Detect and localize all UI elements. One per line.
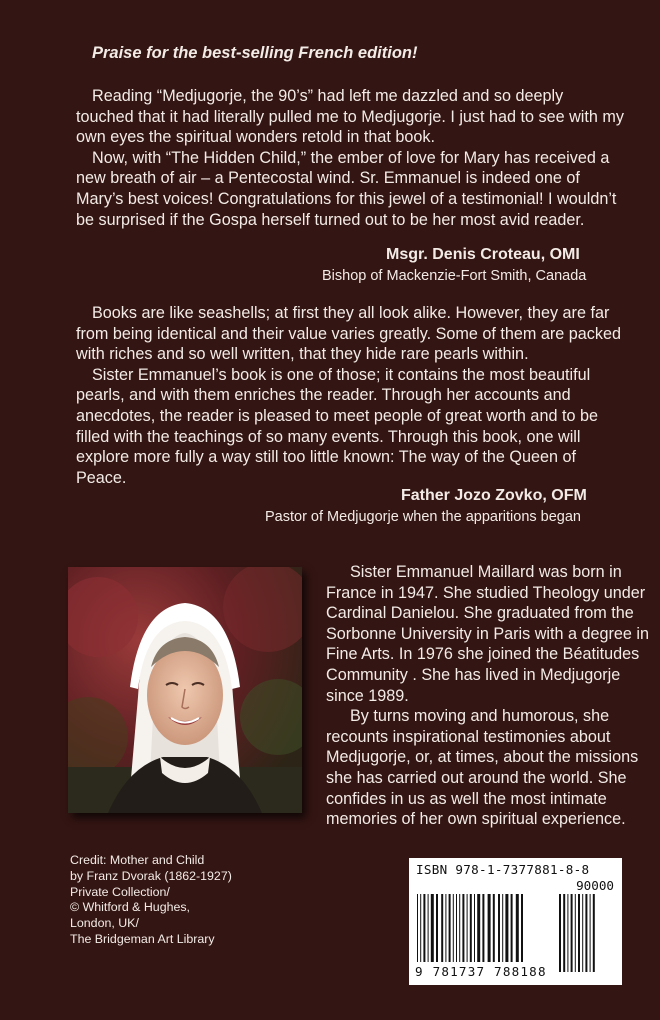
barcode-number: 9 781737 788188 [415, 964, 547, 979]
cover-art-credit [70, 853, 232, 948]
barcode-bar [578, 894, 580, 972]
praise2-paragraph-1: Books are like seashells; at first they all look alike. However, they are far from being identical and their value varies greatly. Some of them are packed with riches and so well written, that they hide rare pearls within. [76, 304, 621, 364]
barcode-bar [436, 894, 438, 962]
barcode-bar [488, 894, 491, 962]
barcode-bar [593, 894, 595, 972]
barcode-bar [462, 894, 464, 962]
barcode-bar [456, 894, 457, 962]
author-bio [326, 562, 650, 830]
praise1-author-title: Bishop of Mackenzie-Fort Smith, Canada [322, 268, 587, 284]
credit-line-5: London, UK/ [70, 916, 139, 931]
barcode-bar [453, 894, 454, 962]
barcode-bar [441, 894, 443, 962]
barcode-bar [502, 894, 503, 962]
barcode-bar [470, 894, 472, 962]
barcode-bar [493, 894, 495, 962]
praise2-author-title: Pastor of Medjugorje when the apparitions began [265, 509, 581, 525]
barcode-bar [498, 894, 500, 962]
barcode-bar [423, 894, 425, 962]
barcode-bar [505, 894, 508, 962]
barcode-bar [582, 894, 583, 972]
praise2-author: Father Jozo Zovko, OFM [401, 487, 587, 504]
credit-line-2: by Franz Dvorak (1862-1927) [70, 868, 232, 883]
barcode-bar [521, 894, 523, 962]
barcode-bar [477, 894, 480, 962]
price-code: 90000 [576, 878, 614, 893]
barcode-bar [585, 894, 587, 972]
barcode-bar [482, 894, 484, 962]
praise-headline: Praise for the best-selling French edition! [92, 44, 418, 62]
nun-portrait-illustration [68, 567, 302, 813]
barcode-bar [417, 894, 418, 962]
barcode-bar [431, 894, 434, 962]
praise1-author: Msgr. Denis Croteau, OMI [386, 246, 580, 263]
author-photo [68, 567, 302, 813]
credit-line-6: The Bridgeman Art Library [70, 931, 215, 946]
isbn-text: ISBN 978-1-7377881-8-8 [416, 862, 590, 877]
credit-line-4: © Whitford & Hughes, [70, 900, 191, 915]
credit-line-1: Credit: Mother and Child [70, 853, 205, 867]
barcode-bar [420, 894, 421, 962]
barcode-bar [590, 894, 591, 972]
barcode-bar [516, 894, 519, 962]
praise2-paragraph-2: Sister Emmanuel’s book is one of those; it contains the most beautiful pearls, and with them enriches the reader. Through her accounts and anecdotes, the reader is pleased to meet people of great worth and to be filled with the teachings of so many events. Through this book, one will explore more fully a way still too little known: The way of the Queen of Peace. [76, 365, 598, 487]
barcode-bar [563, 894, 565, 972]
barcode-bar [474, 894, 475, 962]
praise1-paragraph-1: Reading “Medjugorje, the 90’s” had left me dazzled and so deeply touched that it had literally pulled me to Medjugorje. I just had to see with my own eyes the spiritual wonders retold in that book. [76, 87, 624, 147]
praise1-paragraph-2: Now, with “The Hidden Child,” the ember of love for Mary has received a new breath of air – a Pentecostal wind. Sr. Emmanuel is indeed one of Mary’s best voices! Congratulations for this jewel of a testimonial! I wouldn’t be surprised if the Gospa herself turned out to be her most avid reader. [76, 148, 617, 229]
credit-line-3: Private Collection/ [70, 884, 170, 899]
praise-quote-1 [76, 86, 624, 230]
barcode-bar [571, 894, 573, 972]
barcode-bar [559, 894, 561, 972]
barcode-bar [428, 894, 429, 962]
barcode-bar [511, 894, 513, 962]
barcode-bar [467, 894, 468, 962]
barcode-bar [575, 894, 576, 972]
isbn-barcode [409, 858, 622, 985]
bio-paragraph-1: Sister Emmanuel Maillard was born in France in 1947. She studied Theology under Cardinal Danielou. She graduated from the Sorbonne University in Paris with a degree in Fine Arts. In 1976 she joined the Béatitudes Community . She has lived in Medjugorje since 1989. [326, 563, 650, 705]
bio-paragraph-2: By turns moving and humorous, she recounts inspirational testimonies about Medjugorje, or, at times, about the missions she has carried out around the world. She confides in us as well the most intimate memories of her own spiritual experience. [326, 707, 639, 829]
barcode-bar [459, 894, 460, 962]
praise-quote-2 [76, 303, 624, 488]
barcode-bar [567, 894, 568, 972]
barcode-bar [449, 894, 451, 962]
barcode-bar [445, 894, 446, 962]
